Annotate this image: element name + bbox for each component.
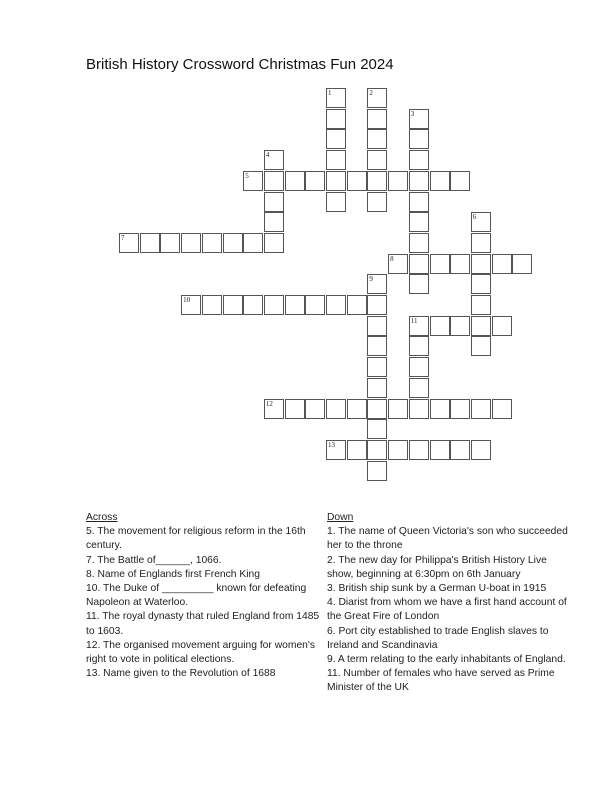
grid-cell[interactable] — [223, 295, 243, 315]
grid-cell[interactable] — [471, 212, 491, 232]
grid-cell[interactable] — [367, 399, 387, 419]
grid-cell[interactable] — [326, 129, 346, 149]
grid-cell[interactable] — [367, 88, 387, 108]
clue-number: 3 — [410, 109, 415, 118]
grid-cell[interactable] — [326, 171, 346, 191]
grid-cell[interactable] — [450, 254, 470, 274]
grid-cell[interactable] — [367, 378, 387, 398]
grid-cell[interactable] — [471, 440, 491, 460]
grid-cell[interactable] — [471, 295, 491, 315]
grid-cell[interactable] — [305, 295, 325, 315]
grid-cell[interactable] — [367, 129, 387, 149]
grid-cell[interactable] — [367, 336, 387, 356]
clue-number: 2 — [369, 89, 373, 97]
grid-cell[interactable] — [367, 461, 387, 481]
grid-cell[interactable] — [243, 233, 263, 253]
grid-cell[interactable] — [430, 440, 450, 460]
grid-cell[interactable] — [264, 212, 284, 232]
clue-number: 8 — [390, 254, 394, 263]
grid-cell[interactable] — [471, 316, 491, 336]
grid-cell[interactable] — [264, 171, 284, 191]
grid-cell[interactable] — [326, 295, 346, 315]
grid-cell[interactable] — [202, 295, 222, 315]
clue-down-2: 2. The new day for Philippa's British History Live show, beginning at 6:30pm on 6th January — [327, 554, 547, 580]
grid-cell[interactable] — [367, 440, 387, 460]
grid-cell[interactable] — [430, 316, 450, 336]
grid-cell[interactable] — [305, 171, 325, 191]
grid-cell[interactable] — [367, 274, 387, 294]
grid-cell[interactable] — [409, 440, 429, 460]
grid-cell[interactable] — [471, 399, 491, 419]
grid-cell[interactable] — [367, 419, 387, 439]
grid-cell[interactable] — [471, 233, 491, 253]
clue-number: 7 — [121, 233, 125, 242]
grid-cell[interactable] — [264, 399, 284, 419]
grid-cell[interactable] — [409, 378, 429, 398]
grid-cell[interactable] — [388, 440, 408, 460]
clue-across-10: 10. The Duke of _________ known for defeating Napoleon at Waterloo. — [86, 583, 307, 609]
grid-cell[interactable] — [471, 274, 491, 294]
grid-cell[interactable] — [367, 316, 387, 336]
grid-cell[interactable] — [326, 399, 346, 419]
grid-cell[interactable] — [409, 357, 429, 377]
grid-cell[interactable] — [409, 233, 429, 253]
grid-cell[interactable] — [326, 440, 346, 460]
grid-cell[interactable] — [119, 233, 139, 253]
grid-cell[interactable] — [264, 233, 284, 253]
grid-cell[interactable] — [430, 399, 450, 419]
grid-cell[interactable] — [367, 295, 387, 315]
grid-cell[interactable] — [264, 150, 284, 170]
clue-down-4: 4. Diarist from whom we have a first hand account of the Great Fire of London — [327, 597, 567, 623]
across-clues — [86, 511, 326, 681]
grid-cell[interactable] — [326, 109, 346, 129]
grid-cell[interactable] — [430, 171, 450, 191]
grid-cell[interactable] — [326, 150, 346, 170]
clue-number: 6 — [472, 213, 477, 222]
grid-cell[interactable] — [140, 233, 160, 253]
grid-cell[interactable] — [450, 171, 470, 191]
clue-across-11: 11. The royal dynasty that ruled England from 1485 to 1603. — [86, 611, 320, 637]
clue-number: 12 — [265, 399, 273, 408]
grid-cell[interactable] — [492, 316, 512, 336]
grid-cell[interactable] — [347, 171, 367, 191]
grid-cell[interactable] — [264, 192, 284, 212]
clue-down-1: 1. The name of Queen Victoria's son who succeeded her to the throne — [327, 526, 568, 552]
down-clues — [327, 511, 572, 696]
grid-cell[interactable] — [450, 316, 470, 336]
grid-cell[interactable] — [409, 150, 429, 170]
grid-cell[interactable] — [492, 399, 512, 419]
grid-cell[interactable] — [512, 254, 532, 274]
clue-across-5: 5. The movement for religious reform in the 16th century. — [86, 526, 306, 552]
down-heading: Down — [327, 512, 354, 523]
clue-number: 1 — [328, 89, 332, 97]
grid-cell[interactable] — [264, 295, 284, 315]
clue-down-11: 11. Number of females who have served as Prime Minister of the UK — [327, 668, 555, 694]
clue-number: 9 — [369, 275, 373, 284]
grid-cell[interactable] — [409, 254, 429, 274]
grid-cell[interactable] — [202, 233, 222, 253]
grid-cell[interactable] — [160, 233, 180, 253]
grid-cell[interactable] — [367, 192, 387, 212]
grid-cell[interactable] — [305, 399, 325, 419]
grid-cell[interactable] — [326, 88, 346, 108]
grid-cell[interactable] — [409, 109, 429, 129]
clue-down-9: 9. A term relating to the early inhabitants of England. — [327, 654, 566, 666]
grid-cell[interactable] — [471, 254, 491, 274]
grid-cell[interactable] — [409, 129, 429, 149]
clue-number: 10 — [183, 296, 191, 304]
grid-cell[interactable] — [409, 316, 429, 336]
grid-cell[interactable] — [367, 109, 387, 129]
clue-down-6: 6. Port city established to trade English slaves to Ireland and Scandinavia — [327, 625, 549, 651]
clue-down-3: 3. British ship sunk by a German U-boat in 1915 — [327, 583, 547, 595]
grid-cell[interactable] — [326, 192, 346, 212]
clue-number: 13 — [328, 440, 335, 449]
clue-across-13: 13. Name given to the Revolution of 1688 — [86, 668, 276, 680]
grid-cell[interactable] — [347, 399, 367, 419]
grid-cell[interactable] — [492, 254, 512, 274]
grid-cell[interactable] — [243, 295, 263, 315]
across-heading: Across — [86, 512, 118, 523]
grid-cell[interactable] — [367, 150, 387, 170]
grid-cell[interactable] — [285, 171, 305, 191]
grid-cell[interactable] — [367, 171, 387, 191]
grid-cell[interactable] — [285, 399, 305, 419]
grid-cell[interactable] — [450, 440, 470, 460]
clue-number: 5 — [245, 171, 249, 180]
clue-across-12: 12. The organised movement arguing for women's right to vote in political elections. — [86, 639, 316, 666]
clue-number: 4 — [265, 151, 270, 160]
grid-cell[interactable] — [388, 399, 408, 419]
clue-number: 11 — [410, 316, 418, 325]
grid-cell[interactable] — [367, 357, 387, 377]
grid-cell[interactable] — [409, 171, 429, 191]
grid-cell[interactable] — [430, 254, 450, 274]
grid-cell[interactable] — [409, 336, 429, 356]
grid-cell[interactable] — [388, 254, 408, 274]
grid-cell[interactable] — [450, 399, 470, 419]
grid-cell[interactable] — [471, 336, 491, 356]
grid-cell[interactable] — [243, 171, 263, 191]
grid-cell[interactable] — [223, 233, 243, 253]
grid-cell[interactable] — [181, 295, 201, 315]
grid-cell[interactable] — [347, 440, 367, 460]
clue-across-8: 8. Name of Englands first French King — [86, 568, 260, 580]
grid-cell[interactable] — [409, 399, 429, 419]
puzzle-title: British History Crossword Christmas Fun 2024 — [86, 56, 394, 73]
grid-cell[interactable] — [388, 171, 408, 191]
grid-cell[interactable] — [347, 295, 367, 315]
grid-cell[interactable] — [409, 212, 429, 232]
grid-cell[interactable] — [409, 192, 429, 212]
grid-cell[interactable] — [409, 274, 429, 294]
grid-cell[interactable] — [181, 233, 201, 253]
clue-across-7: 7. The Battle of______, 1066. — [86, 554, 222, 566]
grid-cell[interactable] — [285, 295, 305, 315]
